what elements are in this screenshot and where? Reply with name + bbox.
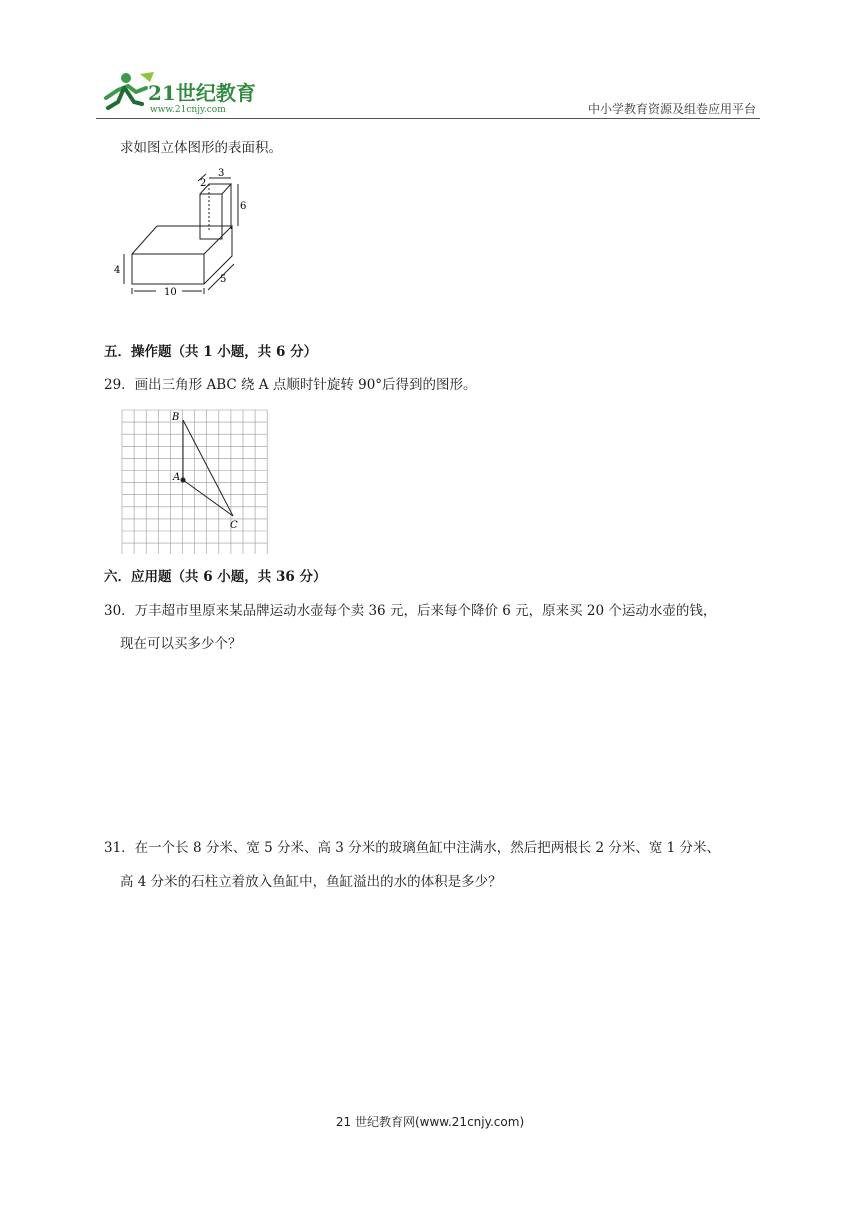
q30-line2: 现在可以买多少个？ bbox=[120, 636, 242, 652]
label-height-base: 4 bbox=[114, 265, 121, 276]
q31-line1: 31．在一个长 8 分米、宽 5 分米、高 3 分米的玻璃鱼缸中注满水，然后把两根长 2 分米、宽 1 分米、 bbox=[104, 840, 721, 856]
q29-prompt: 29．画出三角形 ABC 绕 A 点顺时针旋转 90°后得到的图形。 bbox=[104, 377, 477, 393]
q29-grid-figure bbox=[120, 408, 270, 554]
runner-icon bbox=[106, 72, 154, 108]
label-width: 5 bbox=[220, 274, 227, 285]
label-height-column: 6 bbox=[240, 201, 247, 212]
logo-main-text: 21世纪教育 bbox=[148, 81, 256, 105]
vertex-a-label: A bbox=[173, 472, 181, 483]
point-a bbox=[181, 478, 186, 483]
section-5-heading: 五．操作题（共 1 小题，共 6 分） bbox=[104, 344, 318, 360]
q31-line2: 高 4 分米的石柱立着放入鱼缸中，鱼缸溢出的水的体积是多少？ bbox=[120, 874, 502, 890]
vertex-c-label: C bbox=[230, 520, 238, 531]
q30-line1: 30．万丰超市里原来某品牌运动水壶每个卖 36 元，后来每个降价 6 元，原来买 20 个运动水壶的钱， bbox=[104, 603, 717, 619]
logo-sub-text: www.21cnjy.com bbox=[150, 105, 226, 115]
page-footer: 21 世纪教育网(www.21cnjy.com) bbox=[335, 1115, 525, 1129]
vertex-b-label: B bbox=[172, 412, 180, 423]
header-divider bbox=[96, 118, 760, 119]
label-column-depth: 2 bbox=[200, 178, 207, 189]
site-logo bbox=[96, 68, 266, 116]
label-length: 10 bbox=[164, 287, 177, 298]
q28-prompt: 求如图立体图形的表面积。 bbox=[120, 140, 282, 156]
platform-name: 中小学教育资源及组卷应用平台 bbox=[587, 102, 756, 116]
q28-solid-figure bbox=[112, 164, 262, 300]
label-column-width: 3 bbox=[218, 168, 225, 179]
section-6-heading: 六．应用题（共 6 小题，共 36 分） bbox=[104, 569, 327, 585]
